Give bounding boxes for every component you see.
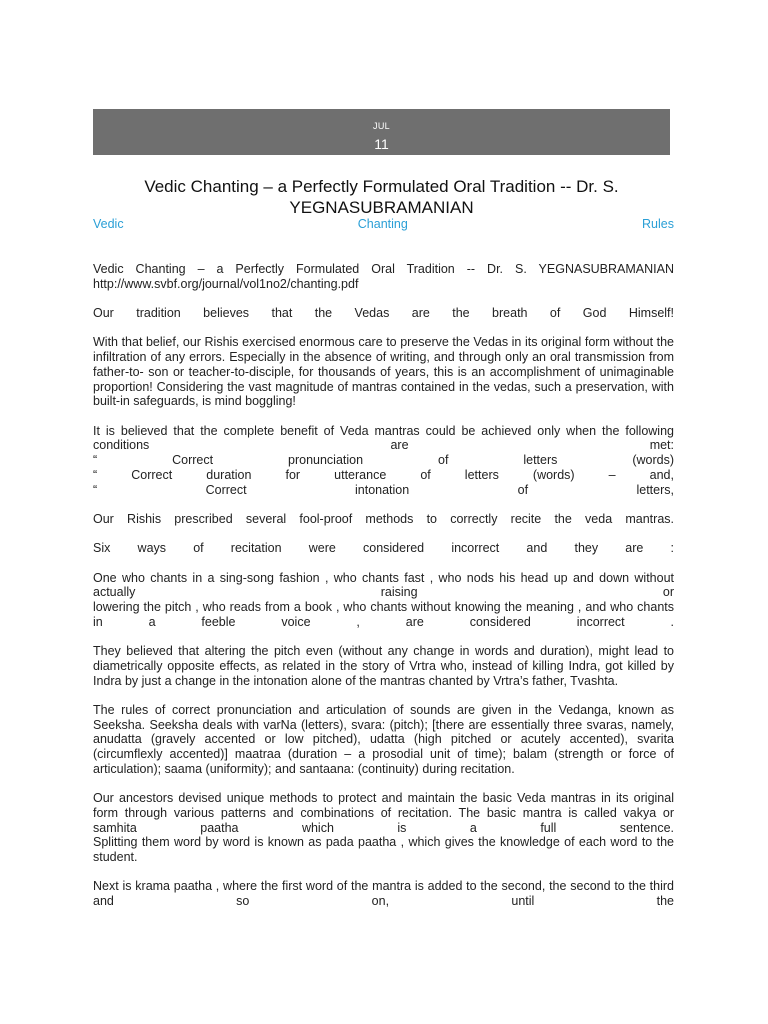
paragraph-pitch: They believed that altering the pitch even (without any change in words and duration), might lead to diametrically opposite effects, as related in the story of Vrtra who, instead of killing Indra, got killed by Indra by just a change in the intonation alone of the mantras chanted by Vrtra’s father, Tvashta. [93, 644, 674, 688]
paragraph-belief: With that belief, our Rishis exercised enormous care to preserve the Vedas in its original form without the infiltration of any errors. Especially in the absence of writing, and through only an oral transmission from father-to- son or teacher-to-disciple, for thousands of years, this is an accomplishment of unimaginable proportion! Considering the vast magnitude of mantras contained in the vedas, such a preservation, with built-in safeguards, is mind boggling! [93, 335, 674, 409]
intro-heading-line: Vedic Chanting – a Perfectly Formulated Oral Tradition -- Dr. S. YEGNASUBRAMANIAN [93, 262, 674, 276]
date-banner [93, 109, 670, 155]
condition-item-3: “ Correct intonation of letters, [93, 482, 674, 497]
paragraph-intro [93, 262, 674, 291]
tag-link-vedic[interactable]: Vedic [93, 217, 124, 231]
date-day: 11 [374, 136, 389, 152]
paragraph-incorrect-ways [93, 571, 674, 630]
article-title: Vedic Chanting – a Perfectly Formulated Oral Tradition -- Dr. S. YEGNASUBRAMANIAN [144, 177, 619, 217]
incorrect-ways-line-2: lowering the pitch , who reads from a book , who chants without knowing the meaning , and who chants in a feeble voice , are considered incorrect . [93, 600, 674, 629]
condition-item-1: “ Correct pronunciation of letters (words) [93, 453, 674, 468]
conditions-intro: It is believed that the complete benefit of Veda mantras could be achieved only when the following conditions are met: [93, 423, 674, 453]
date-month: JUL [373, 121, 390, 131]
paragraph-recitation [93, 791, 674, 865]
recitation-line-2: Splitting them word by word is known as pada paatha , which gives the knowledge of each word to the student. [93, 835, 674, 864]
incorrect-ways-line-1: One who chants in a sing-song fashion , who chants fast , who nods his head up and down without actually raising or [93, 570, 674, 600]
tag-link-rules[interactable]: Rules [642, 217, 674, 231]
source-url: http://www.svbf.org/journal/vol1no2/chanting.pdf [93, 276, 359, 291]
tag-list [93, 217, 674, 231]
article-body [93, 262, 674, 923]
paragraph-methods: Our Rishis prescribed several fool-proof methods to correctly recite the veda mantras. [93, 511, 674, 526]
paragraph-six-ways: Six ways of recitation were considered incorrect and they are : [93, 541, 674, 556]
recitation-line-1: Our ancestors devised unique methods to protect and maintain the basic Veda mantras in its original form through various patterns and combinations of recitation. The basic mantra is called vakya or samhita paatha which is a full sentence. [93, 791, 674, 835]
tag-link-chanting[interactable]: Chanting [357, 217, 408, 231]
paragraph-tradition: Our tradition believes that the Vedas are the breath of God Himself! [93, 306, 674, 321]
paragraph-conditions [93, 424, 674, 498]
condition-item-2: “ Correct duration for utterance of letters (words) – and, [93, 467, 674, 482]
paragraph-krama: Next is krama paatha , where the first word of the mantra is added to the second, the second to the third and so on, until the [93, 879, 674, 909]
paragraph-seeksha: The rules of correct pronunciation and articulation of sounds are given in the Vedanga, known as Seeksha. Seeksha deals with varNa (letters), svara: (pitch); [there are essentially three svaras, namely, anudatta (gravely accented or low pitched), udatta (high pitched or acutely accented), svarita (circumflexly accented)] maatraa (duration – a prosodial unit of time); balam (strength or force of articulation); saama (uniformity); and santaana: (continuity) during recitation. [93, 702, 674, 776]
